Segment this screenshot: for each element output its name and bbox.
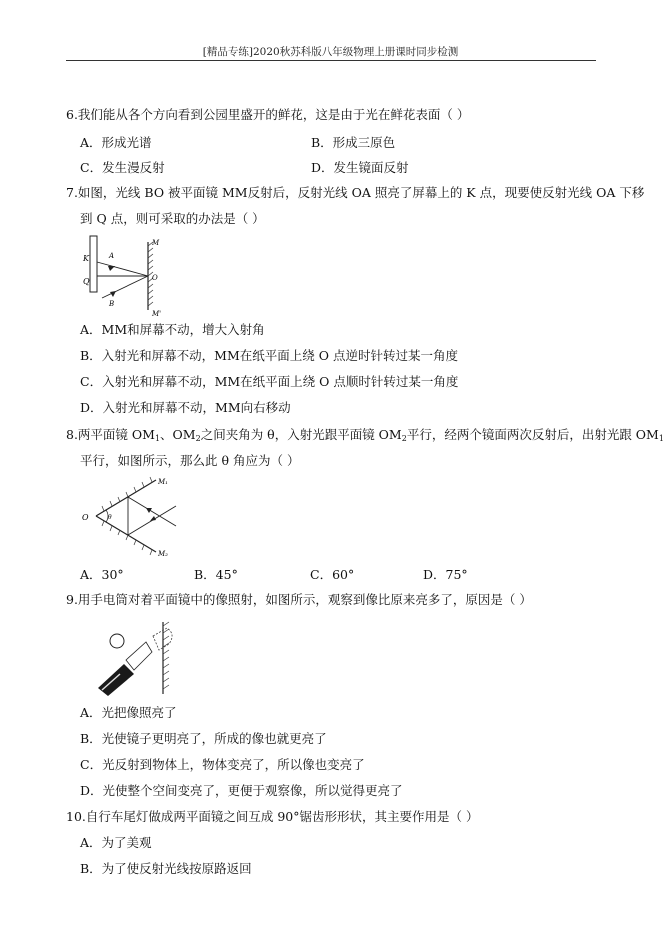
q9-option-c: C．光反射到物体上，物体变亮了，所以像也变亮了 [80,757,365,772]
q7-option-a: A．MM和屏幕不动，增大入射角 [80,322,265,337]
q7-stem-line2: 到 Q 点，则可采取的办法是（ ） [80,211,265,226]
q8-option-c: C．60° [310,567,355,582]
q8-figure [80,474,190,558]
q7-label-k: K [83,254,89,263]
q9-mirror-hatch [163,622,169,689]
q8-label-o: O [82,513,89,522]
q7-arrow-a [108,266,115,271]
q7-label-m-prime: M' [152,310,162,318]
q10-stem: 10.自行车尾灯做成两平面镜之间互成 90°锯齿形形状，其主要作用是（ ） [66,809,479,824]
q7-ray-oa [97,262,148,276]
q7-option-c: C．入射光和屏幕不动，MM在纸平面上绕 O 点顺时针转过某一角度 [80,374,459,389]
q8-ray-in [128,497,176,526]
q9-flashlight [98,664,134,696]
q10-option-b: B．为了使反射光线按原路返回 [80,861,252,876]
q8-label-theta: θ [108,514,112,521]
q8-option-b: B．45° [194,567,238,582]
header-divider [66,60,596,61]
q9-light-beam [126,642,152,670]
q8-option-d: D．75° [423,567,468,582]
q9-figure [80,618,190,696]
q7-option-b: B．入射光和屏幕不动，MM在纸平面上绕 O 点逆时针转过某一角度 [80,348,458,363]
q9-object-circle [110,634,124,648]
q9-stem: 9.用手电筒对着平面镜中的像照射，如图所示，观察到像比原来亮多了，原因是（ ） [66,592,532,607]
q7-label-o: O [152,274,158,282]
q8-stem-line2: 平行，如图所示，那么此 θ 角应为（ ） [80,453,300,468]
q8-mirror-m1 [96,480,156,516]
q9-option-a: A．光把像照亮了 [80,705,177,720]
q7-label-q: Q [83,277,90,286]
q8-option-a: A．30° [80,567,124,582]
q8-label-m1: M₁ [158,478,168,486]
q6-stem: 6.我们能从各个方向看到公园里盛开的鲜花，这是由于光在鲜花表面（ ） [66,107,470,122]
q7-label-b: B [109,300,115,308]
q7-label-a: A [109,252,115,260]
q6-option-d: D．发生镜面反射 [311,160,409,175]
q8-arrow-out [150,516,156,521]
q8-stem-line1: 8.两平面镜 $OM_1$、$OM_2$之间夹角为 θ，入射光跟平面镜 $OM_2$平行，经两个镜面两次反射后，出射光跟 $OM_1$ [66,427,664,443]
q6-option-a: A．形成光谱 [80,135,152,150]
q7-figure [80,232,170,318]
page-header: [精品专练]2020秋苏科版八年级物理上册课时同步检测 [202,46,459,58]
q7-ray-bo [102,276,148,298]
q9-option-d: D．光使整个空间变亮了，更便于观察像，所以觉得更亮了 [80,783,403,798]
q6-option-b: B．形成三原色 [311,135,396,150]
q7-label-m: M [152,239,160,247]
q8-label-m2: M₂ [158,550,168,558]
q6-option-c: C．发生漫反射 [80,160,165,175]
q7-option-d: D．入射光和屏幕不动，MM向右移动 [80,400,291,415]
q7-stem-line1: 7.如图，光线 BO 被平面镜 MM反射后，反射光线 OA 照亮了屏幕上的 K 点，现要使反射光线 OA 下移 [66,185,645,200]
q7-screen [90,236,97,292]
q8-mirror-m2 [96,516,156,552]
q9-option-b: B．光使镜子更明亮了，所成的像也就更亮了 [80,731,327,746]
q10-option-a: A．为了美观 [80,835,152,850]
